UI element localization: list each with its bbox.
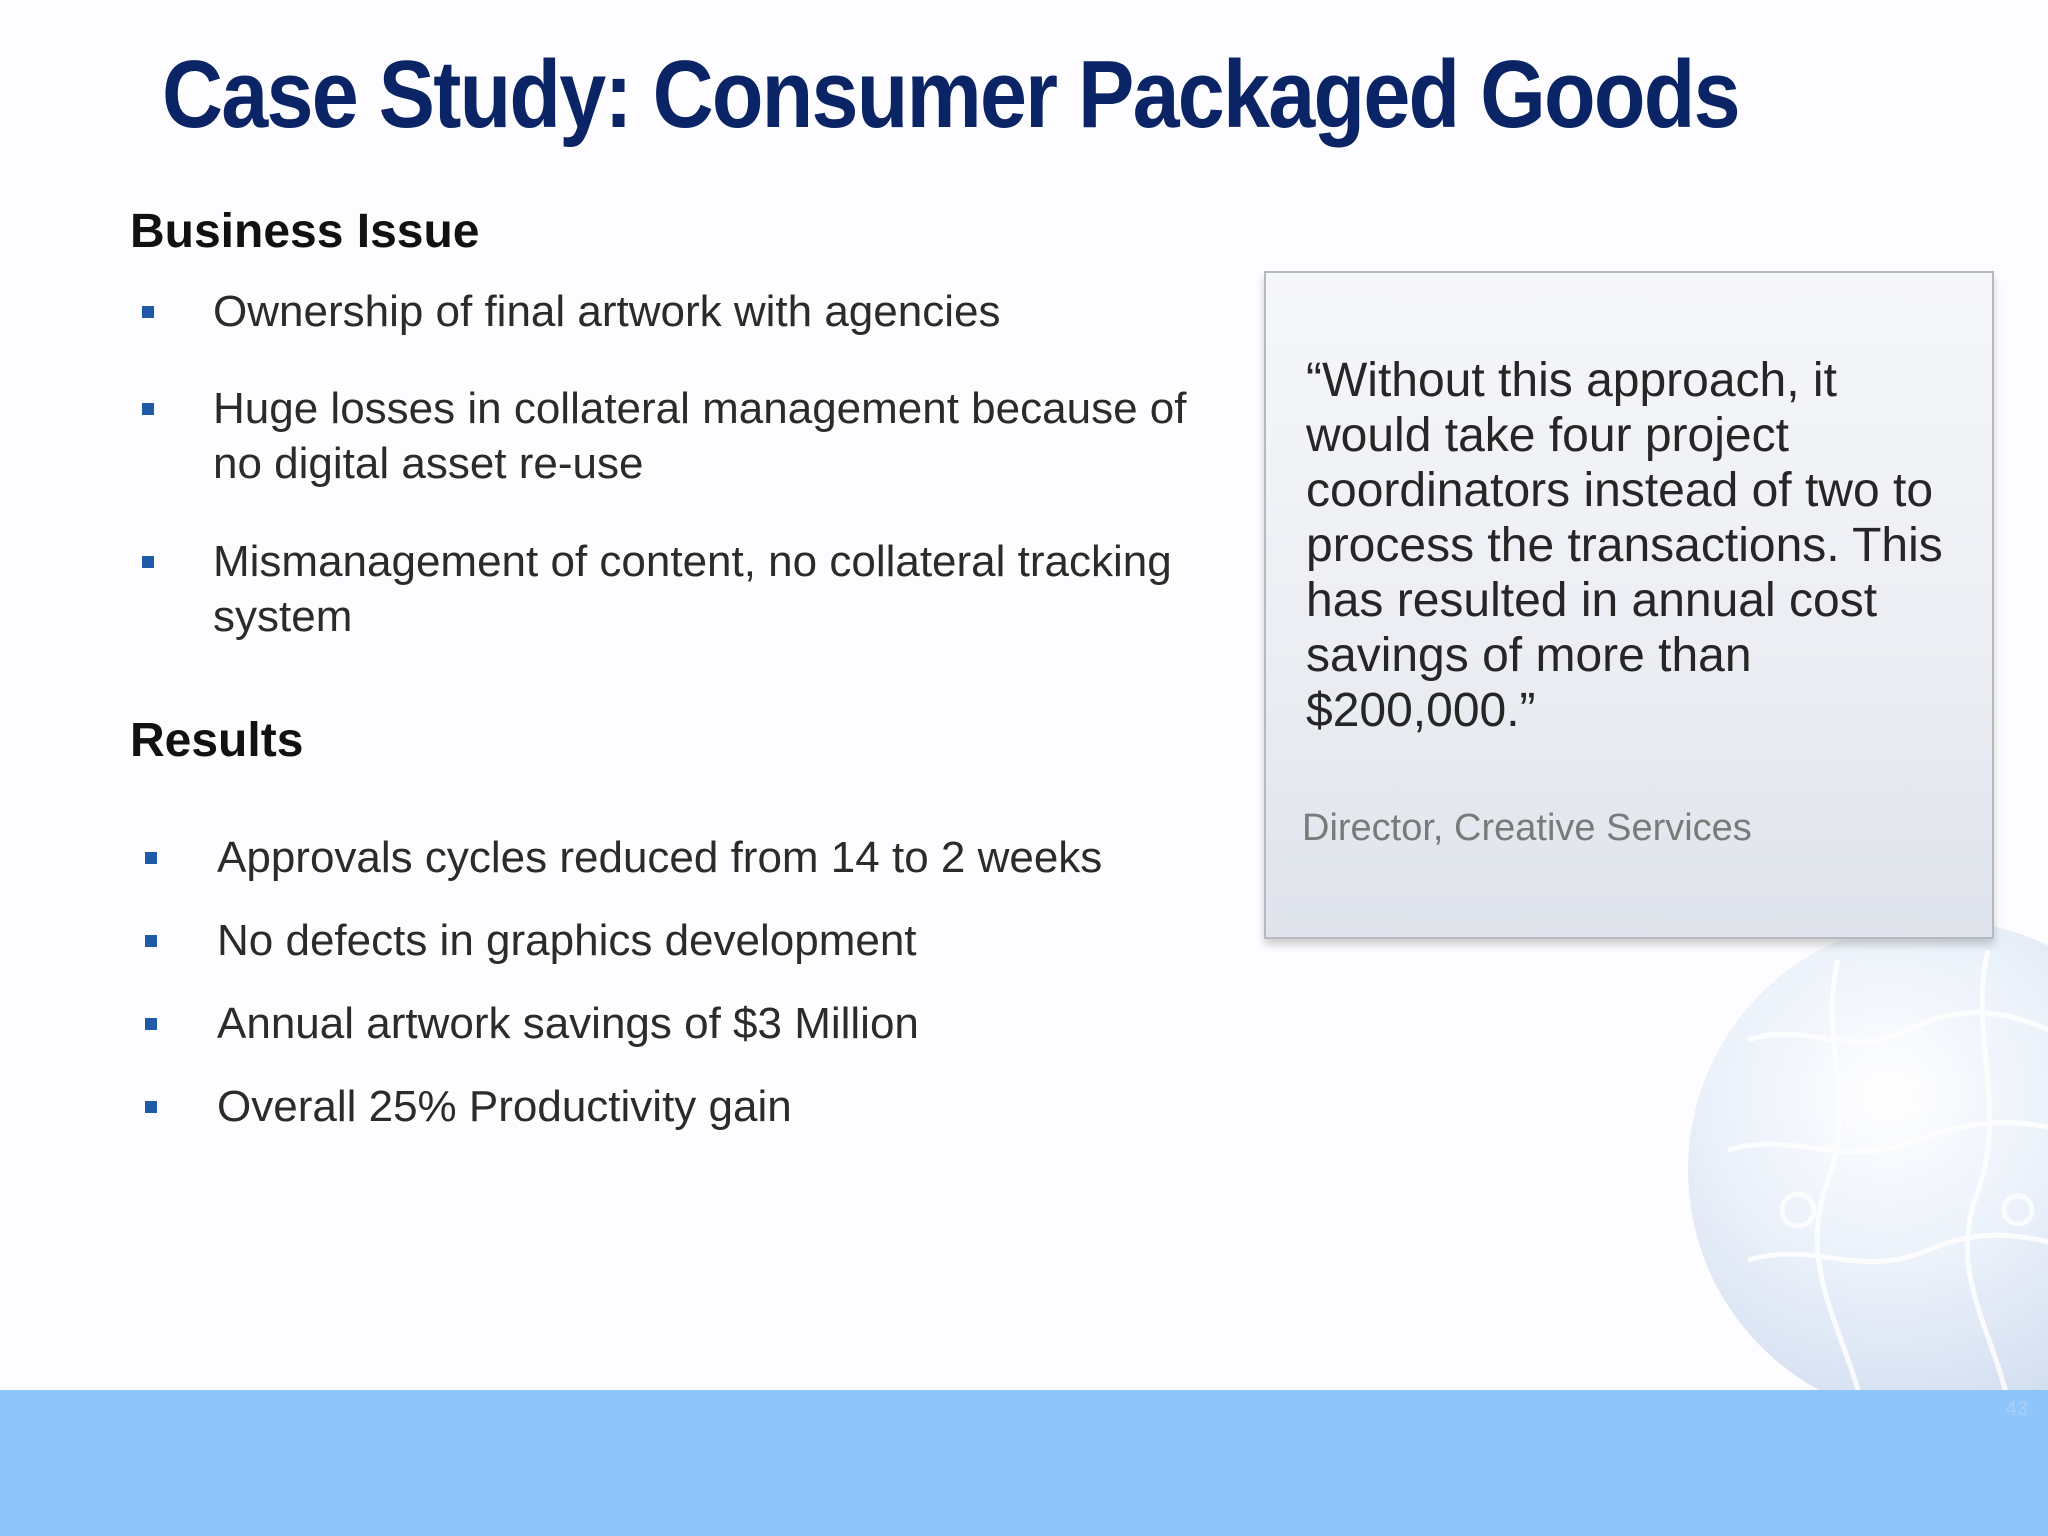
list-item xyxy=(145,830,1257,885)
puzzle-globe-image xyxy=(1688,920,2048,1420)
bullet-marker-icon xyxy=(142,556,154,568)
quote-attribution: Director, Creative Services xyxy=(1302,807,1752,849)
quote-text: “Without this approach, it would take four project coordinators instead of two to process the transactions. This has resulted in annual cost savings of more than $200,000.” xyxy=(1306,354,1943,737)
list-item xyxy=(145,996,1257,1051)
page-number: 43 xyxy=(2005,1398,2028,1420)
list-item xyxy=(142,534,1253,644)
footer-band xyxy=(0,1390,2048,1536)
list-item xyxy=(145,1079,1257,1134)
bullet-marker-icon xyxy=(145,935,157,947)
bullet-text: Approvals cycles reduced from 14 to 2 weeks xyxy=(217,833,1103,882)
bullet-text: Mismanagement of content, no collateral tracking system xyxy=(213,537,1172,641)
bullet-text: Overall 25% Productivity gain xyxy=(217,1082,792,1131)
results-heading: Results xyxy=(130,714,304,767)
list-item xyxy=(142,284,1253,339)
business-issue-heading: Business Issue xyxy=(130,205,480,258)
bullet-marker-icon xyxy=(145,1018,157,1030)
bullet-marker-icon xyxy=(145,1101,157,1113)
slide-title: Case Study: Consumer Packaged Goods xyxy=(162,41,1739,148)
bullet-marker-icon xyxy=(142,403,154,415)
list-item xyxy=(145,913,1257,968)
list-item xyxy=(142,381,1253,491)
bullet-text: Huge losses in collateral management because of no digital asset re-use xyxy=(213,384,1187,488)
bullet-text: Annual artwork savings of $3 Million xyxy=(217,999,919,1048)
bullet-text: No defects in graphics development xyxy=(217,916,917,965)
bullet-marker-icon xyxy=(145,852,157,864)
puzzle-globe-icon xyxy=(1688,920,2048,1420)
bullet-text: Ownership of final artwork with agencies xyxy=(213,287,1001,336)
bullet-marker-icon xyxy=(142,306,154,318)
quote-callout xyxy=(1264,271,1994,939)
